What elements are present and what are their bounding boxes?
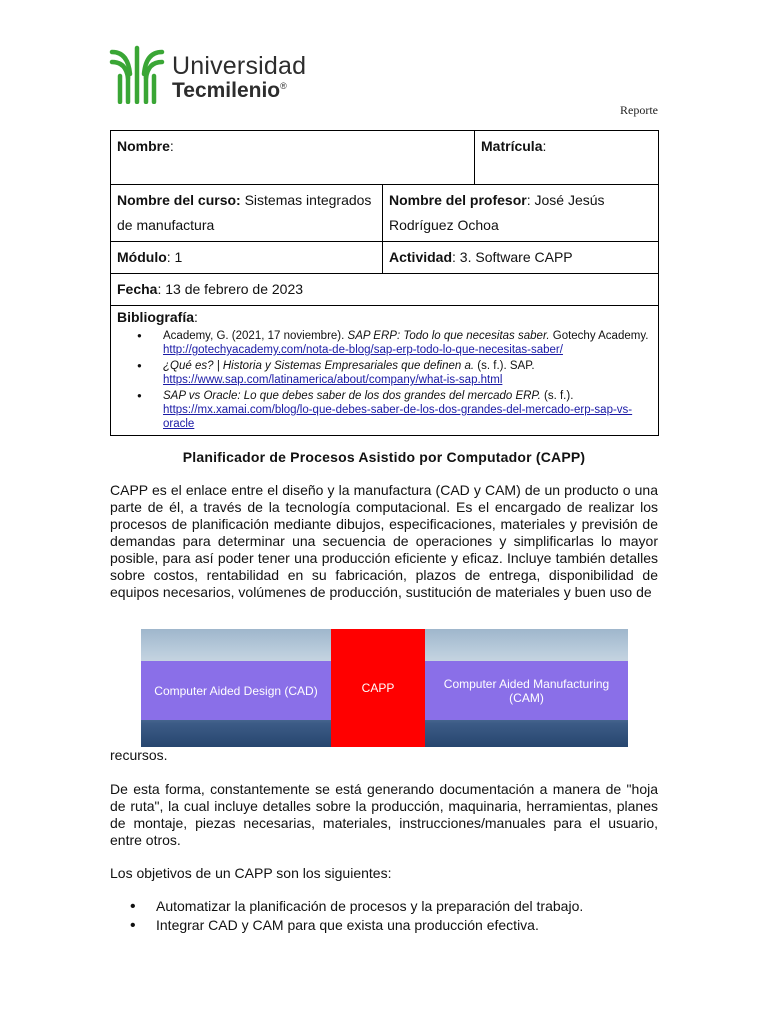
profesor-cell: Nombre del profesor: José Jesús Rodríguez Ochoa (383, 185, 659, 242)
bibliography-item: ● ¿Qué es? | Historia y Sistemas Empresariales que definen a. (s. f.). SAP. https://www.sap.com/latinamerica/about/company/what-is-sap.html (137, 359, 652, 387)
bibliography-link[interactable]: https://mx.xamai.com/blog/lo-que-debes-saber-de-los-dos-grandes-del-mercado-erp-sap-vs-oracle (163, 404, 633, 430)
capp-box: CAPP (331, 629, 425, 747)
section-title: Planificador de Procesos Asistido por Computador (CAPP) (182, 449, 586, 465)
cad-box: Computer Aided Design (CAD) (141, 661, 331, 720)
curso-value: Sistemas integrados de manufactura (117, 192, 372, 233)
bibliografia-cell: Bibliografía: ● Academy, G. (2021, 17 noviembre). SAP ERP: Todo lo que necesitas saber. Gotechy Academy. http://gotechyacademy.com/nota-de-blog/sap-erp-todo-lo-que-necesitas-saber/ ● ¿Qué es? | Historia y Sistemas Empresariales que definen a. (s. f.). SAP. https://www.sap.com/latinamerica/about/company/what-is-sap.html ● SAP vs Oracle: Lo que debes saber de los dos grandes del mercado ERP. (s. f.). https://mx.xamai.com/blog/lo-que-debes-saber-de-los-dos-grandes-del-mercado-erp-sap-vs-oracle (111, 306, 659, 436)
paragraph-intro: CAPP es el enlace entre el diseño y la manufactura (CAD y CAM) de un producto o una parte de él, a través de la tecnología computacional. Es el encargado de realizar los procesos de planificación mediante dibujos, especificaciones, materiales y previsión de demandas para determinar una secuencia de operaciones y simplificarlas lo mayor posible, para así poder tener una producción eficiente y eficaz. Incluye también detalles sobre costos, rentabilidad en su fabricación, plazos de entrega, disponibilidad de equipos necesarios, volúmenes de producción, sustitución de materiales y buen uso de (110, 482, 658, 600)
modulo-value: 1 (174, 249, 183, 265)
bibliography-item: ● Academy, G. (2021, 17 noviembre). SAP ERP: Todo lo que necesitas saber. Gotechy Academy. http://gotechyacademy.com/nota-de-blog/sap-erp-todo-lo-que-necesitas-saber/ (137, 329, 652, 357)
university-logo (108, 44, 348, 106)
fecha-cell: Fecha: 13 de febrero de 2023 (111, 274, 659, 306)
curso-cell: Nombre del curso: Sistemas integrados de manufactura (111, 185, 383, 242)
paragraph-intro-end: recursos. (110, 747, 168, 763)
profesor-value: José Jesús Rodríguez Ochoa (389, 192, 605, 233)
list-item: • Automatizar la planificación de procesos y la preparación del trabajo. (130, 897, 583, 916)
bibliography-link[interactable]: https://www.sap.com/latinamerica/about/company/what-is-sap.html (163, 374, 503, 386)
logo-text-tecmilenio: Tecmilenio® (172, 79, 287, 102)
cam-box: Computer Aided Manufacturing (CAM) (425, 661, 628, 720)
list-item: • Integrar CAD y CAM para que exista una producción efectiva. (130, 916, 583, 935)
bibliography-item: ● SAP vs Oracle: Lo que debes saber de los dos grandes del mercado ERP. (s. f.). https://mx.xamai.com/blog/lo-que-debes-saber-de-los-dos-grandes-del-mercado-erp-sap-vs-oracle (137, 389, 652, 431)
actividad-value: 3. Software CAPP (459, 249, 573, 265)
modulo-cell: Módulo: 1 (111, 242, 383, 274)
bibliography-link[interactable]: http://gotechyacademy.com/nota-de-blog/sap-erp-todo-lo-que-necesitas-saber/ (163, 344, 563, 356)
tecmilenio-leaf-icon (108, 44, 166, 104)
fecha-value: 13 de febrero de 2023 (165, 281, 304, 297)
report-tag: Reporte (620, 103, 658, 117)
student-info-table (110, 130, 659, 436)
paragraph-objectives-intro: Los objetivos de un CAPP son los siguientes: (110, 865, 392, 881)
actividad-cell: Actividad: 3. Software CAPP (383, 242, 659, 274)
cad-capp-cam-figure (141, 629, 628, 747)
nombre-cell: Nombre: (111, 131, 475, 185)
paragraph-documentation: De esta forma, constantemente se está generando documentación a manera de "hoja de ruta", la cual incluye detalles sobre la producción, maquinaria, herramientas, planes de montaje, piezas necesarias, materiales, instrucciones/manuales para el usuario, entre otros. (110, 781, 658, 848)
matricula-cell: Matrícula: (475, 131, 659, 185)
logo-text-universidad: Universidad (172, 52, 307, 80)
registered-mark: ® (280, 81, 287, 91)
objectives-list (130, 897, 583, 935)
bibliography-list (117, 329, 652, 431)
